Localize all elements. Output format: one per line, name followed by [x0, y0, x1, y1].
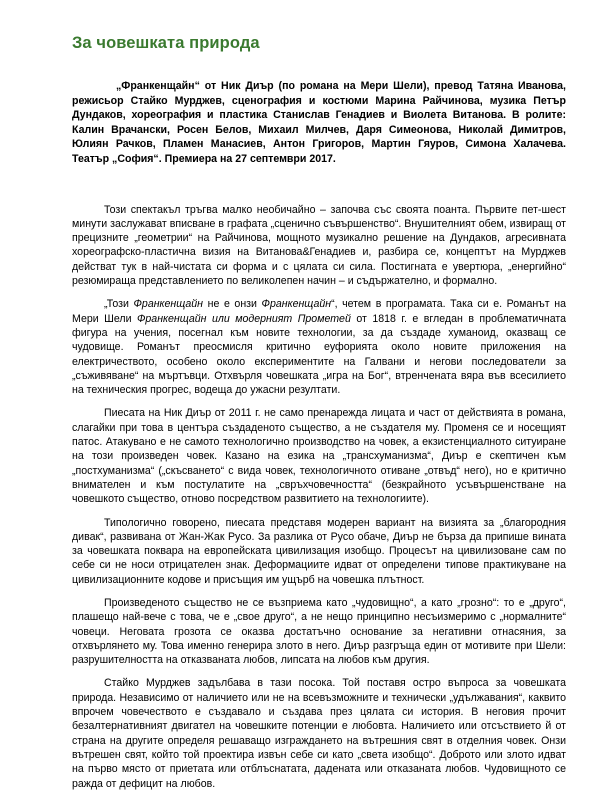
production-credits: „Франкенщайн“ от Ник Диър (по романа на Мери Шели), превод Татяна Иванова, режисьор Стайко Мурджев, сценография и костюми Марина Райчинова, музика Петър Дундаков, хореография и пластика Станислав Генадиев и Виолета Витанова. В ролите: Калин Врачански, Росен Белов, Михаил Милчев, Даря Симеонова, Николай Димитров, Юлиян Рачков, Пламен Манасиев, Антон Григоров, Мартин Гяуров, Симона Халачева. Театър „София“. Премиера на 27 септември 2017. [72, 80, 566, 165]
paragraph-2 [72, 297, 566, 397]
paragraph-2-emphasis-2: Франкенщайн [261, 298, 332, 311]
paragraph-2-emphasis-1: Франкенщайн [133, 298, 204, 311]
article-title: За човешката природа [72, 34, 260, 52]
paragraph-4: Типологично говорено, пиесата представя модерен вариант на визията за „благородния дивак“, развивана от Жан-Жак Русо. За разлика от Русо обаче, Диър не бърза да припише вината за човешката покварa на европейската цивилизация изобщо. Процесът на цивилизоване сам по себе си не носи отрицателен знак. Деформациите идват от определени типове практикуване на цивилизационните кодове и присъщия им ущърб на човешка плътност. [72, 516, 566, 586]
paragraph-3: Пиесата на Ник Диър от 2011 г. не само пренарежда лицата и част от действията в романа, слагайки при това в центъра създаденото същество, а не създателя му. Променя се и носещият патос. Атакувано е не самото технологично производство на човек, а екзистенциалното ситуиране на този произведен човек. Казано на езика на „трансхуманизма“, Диър е скептичен към „постхуманизма“ („скъсването“ с вида човек, технологичното отиване „отвъд“ него), но е критично внимателен и към постулатите на „свръхчовечността“ (безкрайното усъвършенстване на човешкото същество, отново посредством развитието на технологиите). [72, 407, 566, 506]
paragraph-2-text-4: от 1818 г. е вгледан в проблематичната фигура на учения, посегнал към новите технологии, за да създаде хуманоид, оказващ се чудовище. Романът преосмисля критично еуфорията около новите приложения на електричеството, особено около експериментите на Галвани и негови последователи за „съживяване“ на мъртъвци. Отхвърля човешката „игра на Бог“, втренчената вяра във всесилието на техническия прогрес, водеща до ужасни резултати. [72, 312, 566, 397]
paragraph-2-text-2: не е онзи [203, 298, 262, 311]
paragraph-2-text-3: “, четем в програмата. Така си е. Романът на Мери Шели [72, 298, 566, 325]
paragraph-1: Този спектакъл тръгва малко необичайно – започва със своята поанта. Първите пет-шест минути заслужават вписване в графата „сценично съвършенство“. Внушителният обем, извиращ от прецизните „геометрии“ на Райчинова, мощното музикално решение на Дундаков, агресивната хореографско-пластична визия на Витанова&Генадиев и, разбира се, концептът на Мурджев действат тук в най-чистата си форма и с цялата си сила. Постигната е увертюра, „енергийно“ резюмираща представлението по великолепен начин – и съдържателно, и формално. [72, 203, 566, 288]
paragraph-6: Стайко Мурджев задълбава в тази посока. Той поставя остро въпроса за човешката природа. Независимо от наличието или не на всевъзможните и технически „удължавания“, каквито впрочем човечеството е създавало и създава през цялата си история. В неговия прочит безалтернативният двигател на човешките потенции е любовта. Наличието или отсъствието й от страна на другите определя решаващо изграждането на вътрешния свят в отделния човек. Онзи вътрешен свят, който той проектира извън себе си като „света изобщо“. Доброто или злото идват на първо място от приетата или отблъснатата, дадената или отказаната любов. Чудовищното се ражда от дефицит на любов. [72, 677, 566, 790]
article-body [72, 203, 566, 791]
paragraph-2-emphasis-3: Франкенщайн или модерният Прометей [136, 312, 351, 325]
paragraph-5: Произведеното същество не се възприема като „чудовищно“, а като „грозно“: то е „друго“, плашещо най-вече с това, че е „свое друго“, а не нещо принципно несъизмеримо с „нормалните“ човеци. Неговата грозота се оказва достатъчно основание за негативни отнасяния, за отхвърлянето му. Това именно генерира злото в него. Диър разгръща един от мотивите при Шели: разрушителността на отказваната любов, липсата на любов към другия. [72, 596, 566, 667]
paragraph-2-text-1: „Този [104, 298, 134, 311]
